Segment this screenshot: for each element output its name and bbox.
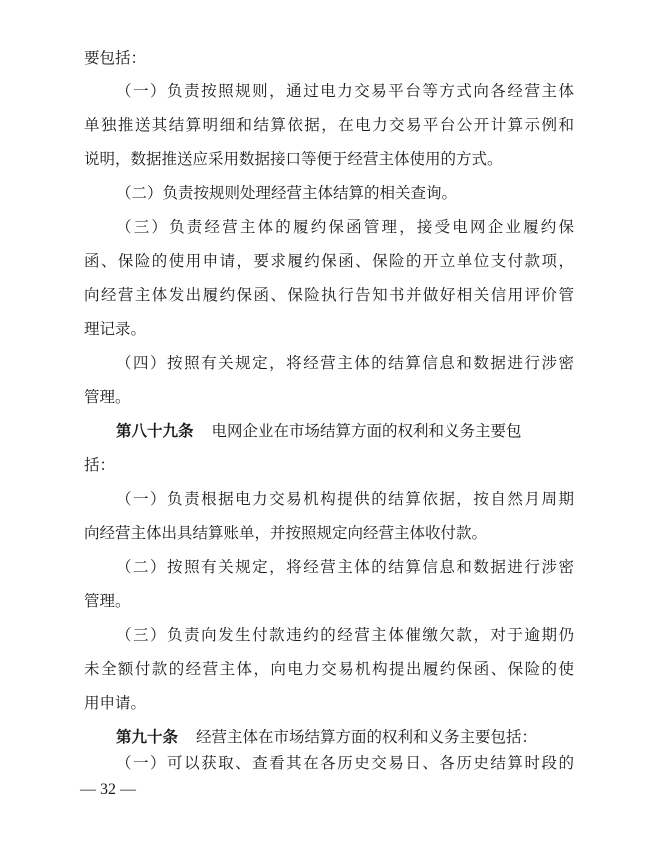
text-line: 未全额付款的经营主体，向电力交易机构提出履约保函、保险的使 — [84, 660, 574, 678]
text-line: 要包括： — [84, 49, 147, 67]
article-heading: 第九十条 — [116, 728, 179, 746]
text-line: 函、保险的使用申请，要求履约保函、保险的开立单位支付款项， — [84, 252, 574, 270]
page-number: — 32 — — [80, 781, 136, 798]
text-line: 说明，数据推送应采用数据接口等便于经营主体使用的方式。 — [84, 150, 503, 168]
article-heading: 第八十九条 — [116, 422, 194, 440]
text-line: 管理。 — [84, 592, 131, 610]
article-90-line — [116, 727, 574, 747]
text-line: 管理。 — [84, 388, 131, 406]
article-89-line — [116, 421, 574, 441]
text-line: （四）按照有关规定，将经营主体的结算信息和数据进行涉密 — [116, 354, 574, 372]
article-text: 经营主体在市场结算方面的权利和义务主要包括： — [196, 728, 538, 746]
text-line: 向经营主体发出履约保函、保险执行告知书并做好相关信用评价管 — [84, 286, 574, 304]
text-line: 向经营主体出具结算账单，并按照规定向经营主体收付款。 — [84, 524, 488, 542]
text-line: （一）可以获取、查看其在各历史交易日、各历史结算时段的 — [116, 754, 574, 772]
text-line: （一）负责按照规则，通过电力交易平台等方式向各经营主体 — [116, 82, 574, 100]
text-line: （三）负责经营主体的履约保函管理，接受电网企业履约保 — [116, 218, 574, 236]
text-line: （二）负责按规则处理经营主体结算的相关查询。 — [116, 184, 458, 202]
text-line: 理记录。 — [84, 320, 147, 338]
article-text: 电网企业在市场结算方面的权利和义务主要包 — [211, 422, 522, 440]
text-line: （三）负责向发生付款违约的经营主体催缴欠款，对于逾期仍 — [116, 626, 574, 644]
text-line: 用申请。 — [84, 694, 147, 712]
text-line: 单独推送其结算明细和结算依据，在电力交易平台公开计算示例和 — [84, 116, 574, 134]
text-line: 括： — [84, 456, 116, 474]
text-line: （二）按照有关规定，将经营主体的结算信息和数据进行涉密 — [116, 558, 574, 576]
text-line: （一）负责根据电力交易机构提供的结算依据，按自然月周期 — [116, 490, 574, 508]
